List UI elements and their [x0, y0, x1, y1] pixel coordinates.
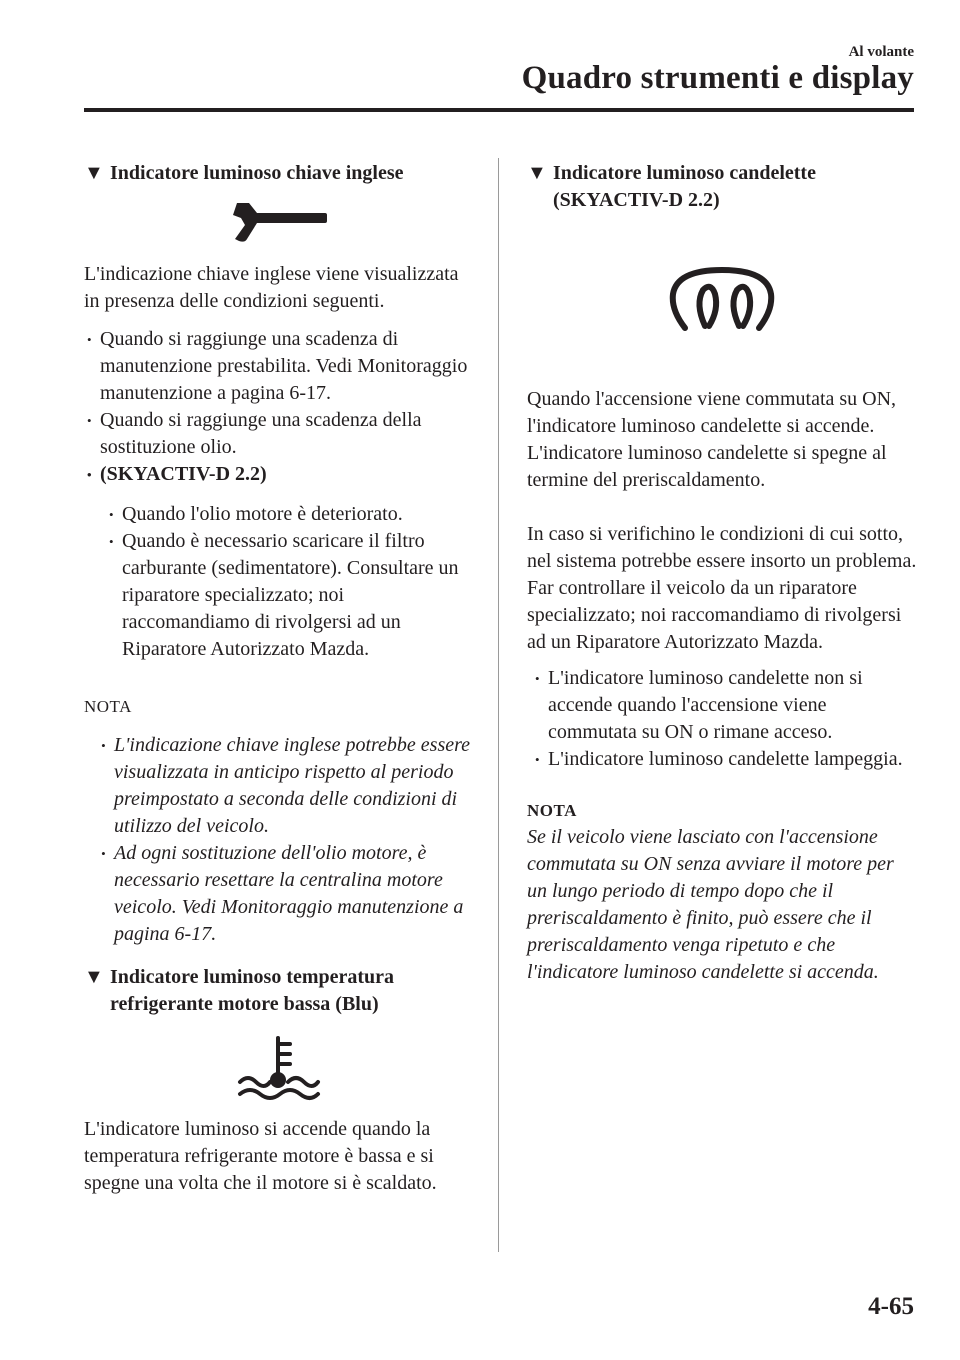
- glow-plug-bullets: [527, 665, 917, 773]
- coolant-section: [84, 964, 474, 1197]
- right-column: [527, 160, 917, 986]
- header-chapter-title: Quadro strumenti e display: [521, 60, 914, 96]
- header-section-label: Al volante: [848, 44, 914, 60]
- section-triangle-icon: ▼: [84, 966, 104, 988]
- glow-plug-section: [527, 160, 917, 986]
- list-item: • Quando si raggiunge una scadenza della sostituzione olio.: [84, 407, 474, 461]
- column-divider: [498, 158, 499, 1252]
- glow-plug-heading-text: Indicatore luminoso candelette (SKYACTIV-D 2.2): [553, 162, 816, 211]
- coolant-text: L'indicatore luminoso si accende quando la temperatura refrigerante motore è bassa e si spegne una volta che il motore si è scaldato.: [84, 1118, 437, 1194]
- list-item: • Ad ogni sostituzione dell'olio motore, è necessario resettare la centralina motore veicolo. Vedi Monitoraggio manutenzione a pagina 6-17.: [98, 840, 474, 948]
- list-item: • Quando è necessario scaricare il filtro carburante (sedimentatore). Consultare un riparatore specializzato; noi raccomandiamo di rivolgersi ad un Riparatore Autorizzato Mazda.: [84, 528, 474, 663]
- wrench-bullets: [84, 326, 474, 488]
- glow-plug-para-1: Quando l'accensione viene commutata su ON, l'indicatore luminoso candelette si accende. L'indicatore luminoso candelette si spegne al termine del preriscaldamento.: [527, 388, 897, 491]
- glow-plug-icon: [527, 264, 917, 334]
- glow-plug-note-title: NOTA: [527, 801, 577, 820]
- section-triangle-icon: ▼: [527, 162, 547, 184]
- coolant-heading: [84, 964, 474, 1018]
- coolant-temperature-icon: [84, 1034, 474, 1104]
- page-number: 4-65: [868, 1293, 914, 1320]
- glow-plug-note-text: Se il veicolo viene lasciato con l'accensione commutata su ON senza avviare il motore per un lungo periodo di tempo dopo che il preriscaldamento è finito, può essere che il preriscaldamento venga ripetuto e che l'indicatore luminoso candelette si accenda.: [527, 826, 894, 983]
- wrench-icon: [84, 201, 474, 247]
- wrench-section: [84, 160, 474, 948]
- list-item: • Quando si raggiunge una scadenza di manutenzione prestabilita. Vedi Monitoraggio manutenzione a pagina 6-17.: [84, 326, 474, 407]
- left-column: [84, 160, 474, 1197]
- list-item: • L'indicazione chiave inglese potrebbe essere visualizzata in anticipo rispetto al periodo preimpostato a seconda delle condizioni di utilizzo del veicolo.: [98, 732, 474, 840]
- wrench-heading-text: Indicatore luminoso chiave inglese: [110, 162, 404, 184]
- list-item: • (SKYACTIV-D 2.2): [84, 461, 474, 488]
- wrench-note-bullets: [84, 732, 474, 948]
- glow-plug-para-2: In caso si verifichino le condizioni di cui sotto, nel sistema potrebbe essere insorto un problema. Far controllare il veicolo da un riparatore specializzato; noi raccomandiamo di rivolgersi ad un Riparatore Autorizzato Mazda.: [527, 523, 917, 653]
- wrench-sub-bullets: [84, 501, 474, 663]
- coolant-heading-text: Indicatore luminoso temperatura refrigerante motore bassa (Blu): [110, 966, 395, 1015]
- list-item: • L'indicatore luminoso candelette lampeggia.: [532, 746, 917, 773]
- wrench-heading: [84, 160, 474, 187]
- list-item: • Quando l'olio motore è deteriorato.: [84, 501, 474, 528]
- header-rule: [84, 108, 914, 112]
- wrench-intro: L'indicazione chiave inglese viene visualizzata in presenza delle condizioni seguenti.: [84, 263, 459, 312]
- wrench-note-title: NOTA: [84, 697, 132, 716]
- list-item: • L'indicatore luminoso candelette non si accende quando l'accensione viene commutata su ON o rimane acceso.: [532, 665, 917, 746]
- glow-plug-heading: [527, 160, 917, 214]
- section-triangle-icon: ▼: [84, 162, 104, 184]
